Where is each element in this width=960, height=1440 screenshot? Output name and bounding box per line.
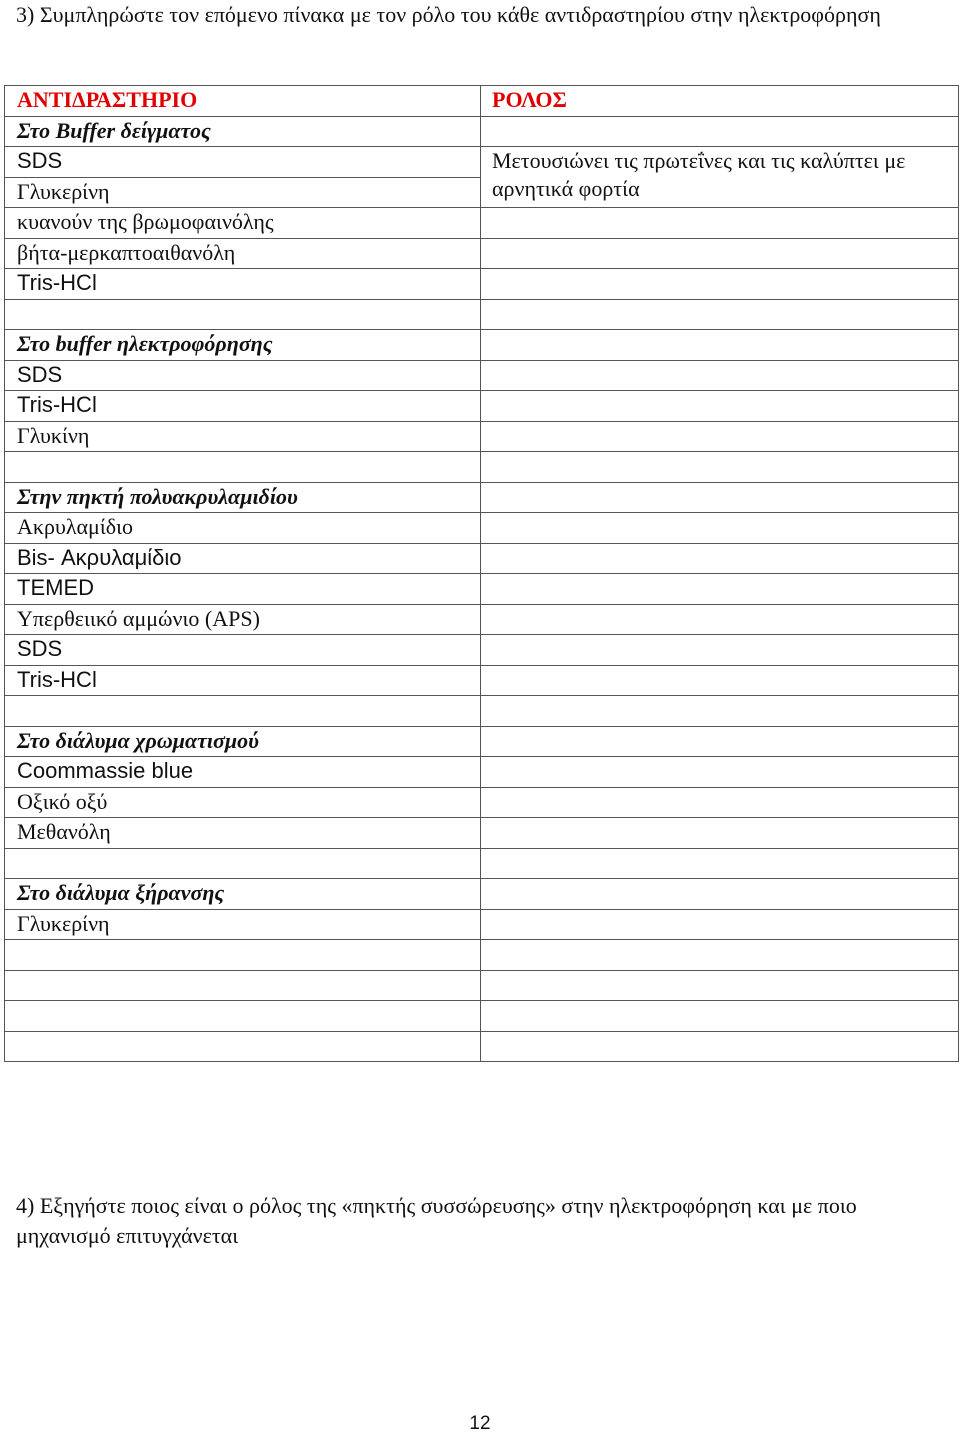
role-answer-cell[interactable] [481,879,959,910]
table-row [5,421,959,452]
role-answer-cell[interactable] [481,696,959,727]
table-row [5,940,959,971]
blank-reagent-cell [5,299,481,330]
table-row [5,818,959,849]
role-answer-cell[interactable] [481,970,959,1001]
table-row [5,909,959,940]
blank-reagent-cell [5,940,481,971]
role-answer-cell[interactable] [481,909,959,940]
section-heading-cell: Στο Buffer δείγματος [5,116,481,147]
table-row [5,147,959,178]
header-role: ΡΟΛΟΣ [481,86,959,117]
reagent-role-table [4,85,959,1062]
role-answer-cell[interactable] [481,391,959,422]
question-3-text: 3) Συμπληρώστε τον επόμενο πίνακα με τον ρόλο του κάθε αντιδραστηρίου στην ηλεκτροφόρηση [16,2,881,27]
table-row [5,116,959,147]
table-row [5,330,959,361]
reagent-cell: κυανούν της βρωμοφαινόλης [5,208,481,239]
reagent-cell: Tris-HCl [5,665,481,696]
table-row [5,604,959,635]
table-row [5,1001,959,1032]
role-answer-cell[interactable] [481,757,959,788]
reagent-cell: Ακρυλαμίδιο [5,513,481,544]
table-row [5,635,959,666]
section-heading-cell: Στην πηκτή πολυακρυλαμιδίου [5,482,481,513]
table-row [5,269,959,300]
role-answer-cell[interactable] [481,848,959,879]
reagent-cell: Tris-HCl [5,269,481,300]
role-answer-cell[interactable] [481,299,959,330]
role-answer-cell[interactable] [481,330,959,361]
table-row [5,879,959,910]
role-answer-cell[interactable] [481,360,959,391]
reagent-cell: Γλυκερίνη [5,177,481,208]
role-answer-cell[interactable] [481,726,959,757]
table-body [5,86,959,1062]
reagent-cell: SDS [5,360,481,391]
role-answer-cell[interactable] [481,1031,959,1062]
reagent-cell: TEMED [5,574,481,605]
blank-reagent-cell [5,696,481,727]
blank-reagent-cell [5,848,481,879]
table-row [5,726,959,757]
reagent-cell: Γλυκερίνη [5,909,481,940]
role-answer-cell[interactable] [481,665,959,696]
role-answer-cell[interactable] [481,452,959,483]
blank-reagent-cell [5,970,481,1001]
role-answer-cell[interactable] [481,238,959,269]
table-row [5,208,959,239]
reagent-cell: SDS [5,147,481,178]
reagent-cell: Tris-HCl [5,391,481,422]
table-row [5,757,959,788]
table-row [5,360,959,391]
section-heading-cell: Στο διάλυμα χρωματισμού [5,726,481,757]
reagent-cell: Μεθανόλη [5,818,481,849]
role-answer-cell[interactable] [481,543,959,574]
blank-reagent-cell [5,1001,481,1032]
table-header-row [5,86,959,117]
role-answer-cell[interactable] [481,421,959,452]
table-row [5,787,959,818]
table-row [5,1031,959,1062]
question-4-text: 4) Εξηγήστε ποιος είναι ο ρόλος της «πηκτής συσσώρευσης» στην ηλεκτροφόρηση και με ποιο μηχανισμό επιτυγχάνεται [16,1193,857,1248]
table-row [5,848,959,879]
role-answer-cell[interactable] [481,818,959,849]
section-heading-cell: Στο buffer ηλεκτροφόρησης [5,330,481,361]
blank-reagent-cell [5,1031,481,1062]
reagent-cell: βήτα-μερκαπτοαιθανόλη [5,238,481,269]
role-answer-cell[interactable] [481,574,959,605]
table-row [5,696,959,727]
table-row [5,238,959,269]
role-answer-cell[interactable] [481,1001,959,1032]
blank-reagent-cell [5,452,481,483]
table-row [5,574,959,605]
reagent-cell: Γλυκίνη [5,421,481,452]
reagent-cell: Υπερθειικό αμμώνιο (APS) [5,604,481,635]
role-answer-cell[interactable] [481,635,959,666]
role-answer-cell[interactable] [481,513,959,544]
reagent-cell: Bis- Ακρυλαμίδιο [5,543,481,574]
table-row [5,543,959,574]
reagent-cell: Οξικό οξύ [5,787,481,818]
role-answer-cell[interactable] [481,269,959,300]
role-cell: Μετουσιώνει τις πρωτεΐνες και τις καλύπτει με αρνητικά φορτία [481,147,959,208]
table-row [5,665,959,696]
table-row [5,391,959,422]
role-answer-cell[interactable] [481,116,959,147]
role-answer-cell[interactable] [481,482,959,513]
reagent-cell: Coommassie blue [5,757,481,788]
section-heading-cell: Στο διάλυμα ξήρανσης [5,879,481,910]
table-row [5,513,959,544]
table-row [5,970,959,1001]
role-answer-cell[interactable] [481,787,959,818]
table-row [5,482,959,513]
reagent-cell: SDS [5,635,481,666]
role-answer-cell[interactable] [481,208,959,239]
role-answer-cell[interactable] [481,604,959,635]
table-row [5,299,959,330]
role-answer-cell[interactable] [481,940,959,971]
table-row [5,452,959,483]
header-reagent: ΑΝΤΙΔΡΑΣΤΗΡΙΟ [5,86,481,117]
page-number: 12 [469,1413,491,1434]
